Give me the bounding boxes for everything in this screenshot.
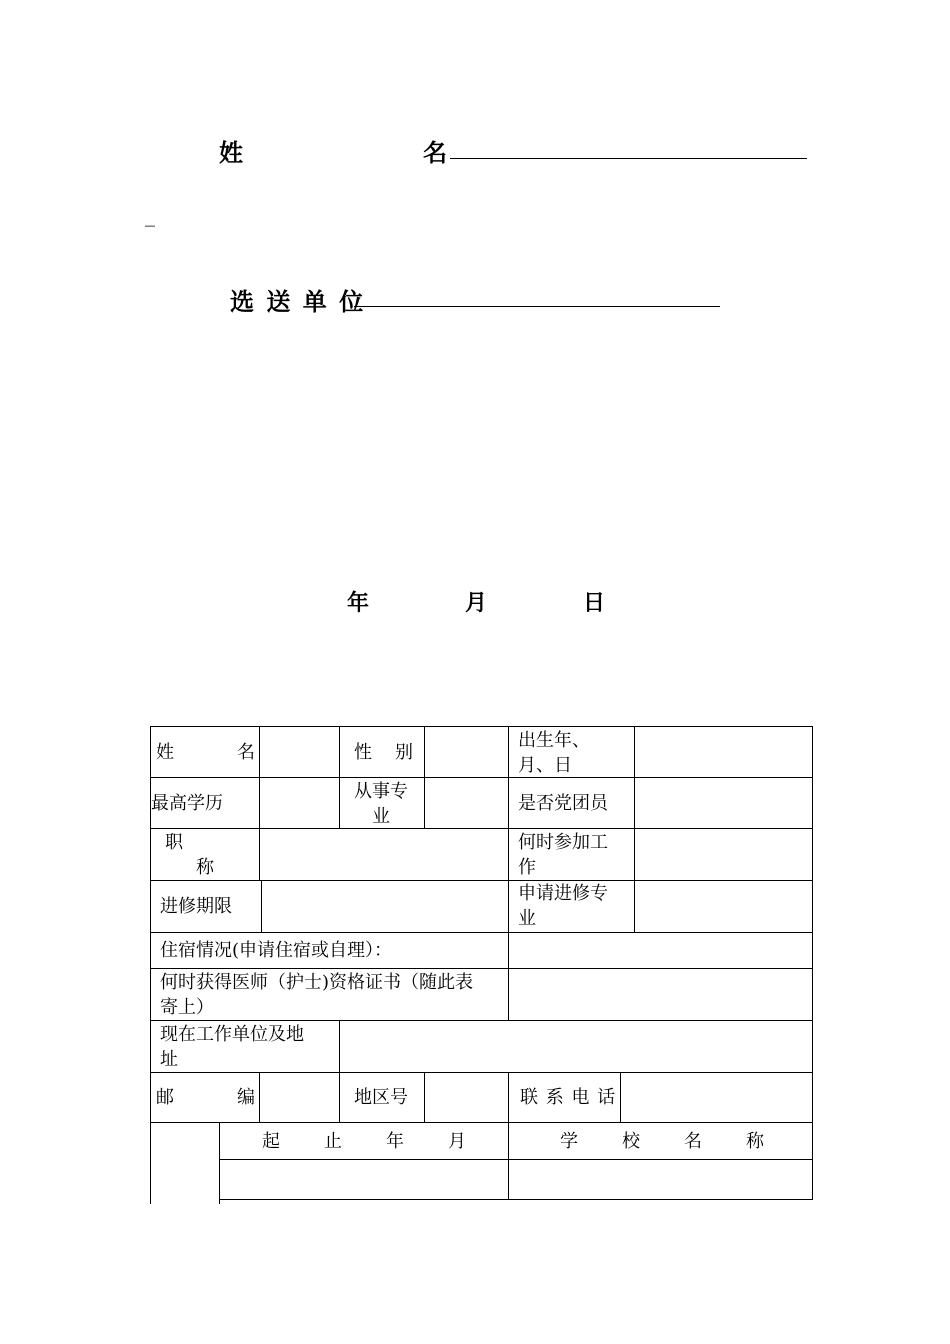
dates-header-c: 年	[386, 1131, 404, 1152]
table-line	[150, 968, 813, 969]
table-line	[259, 1072, 260, 1122]
table-line	[339, 1020, 340, 1072]
work-start-label-line2: 作	[518, 857, 536, 878]
apply-major-input[interactable]	[636, 882, 811, 931]
specialty-input[interactable]	[426, 779, 507, 827]
table-line	[219, 1159, 813, 1160]
table-line	[150, 1122, 813, 1123]
dates-header-d: 月	[448, 1131, 466, 1152]
table-line	[150, 777, 813, 778]
stray-dash: _	[145, 203, 155, 227]
education-label: 最高学历	[151, 793, 223, 814]
school-name-input[interactable]	[510, 1161, 811, 1198]
dates-input[interactable]	[221, 1161, 507, 1198]
date-year-label: 年	[347, 591, 370, 616]
table-line	[339, 1072, 340, 1122]
table-line	[508, 1072, 509, 1122]
apply-major-label-line2: 业	[518, 908, 536, 929]
school-header-c: 名	[684, 1131, 702, 1152]
table-line	[620, 1072, 621, 1122]
current-unit-label-line2: 址	[160, 1049, 178, 1070]
license-date-input[interactable]	[510, 970, 811, 1019]
dates-header-a: 起	[262, 1131, 280, 1152]
name-label-a: 姓	[156, 742, 174, 763]
phone-label: 联 系 电 话	[520, 1087, 617, 1108]
birth-date-input[interactable]	[636, 728, 811, 776]
table-line	[150, 932, 813, 933]
phone-input[interactable]	[622, 1074, 811, 1121]
specialty-label-line2: 业	[372, 806, 390, 827]
title-input[interactable]	[261, 830, 507, 879]
gender-input[interactable]	[426, 728, 507, 776]
name-input[interactable]	[261, 728, 338, 776]
table-line	[219, 1122, 220, 1204]
table-line	[150, 726, 813, 727]
table-line	[261, 880, 262, 932]
table-line	[339, 726, 340, 828]
table-line	[150, 880, 813, 881]
school-header-b: 校	[622, 1131, 640, 1152]
gender-label-a: 性	[354, 742, 372, 763]
table-line	[508, 1122, 509, 1199]
study-period-input[interactable]	[263, 882, 507, 931]
area-code-input[interactable]	[426, 1074, 507, 1121]
party-member-label: 是否党团员	[518, 793, 608, 814]
education-input[interactable]	[261, 779, 338, 827]
specialty-label-line1: 从事专	[354, 781, 408, 802]
unit-underline-field[interactable]	[354, 306, 720, 307]
table-line	[259, 726, 260, 880]
party-member-input[interactable]	[636, 779, 811, 827]
dates-header-b: 止	[324, 1131, 342, 1152]
name-label-b: 名	[237, 742, 255, 763]
birth-label-line2: 月、日	[518, 755, 572, 776]
title-label-line1: 职	[165, 832, 183, 853]
title-label-line2: 称	[196, 857, 214, 878]
gender-label-b: 别	[395, 742, 413, 763]
school-header-a: 学	[560, 1131, 578, 1152]
work-start-input[interactable]	[636, 830, 811, 879]
table-line	[150, 1072, 813, 1073]
school-header-d: 称	[746, 1131, 764, 1152]
table-line	[219, 1199, 813, 1200]
apply-major-label-line1: 申请进修专	[518, 883, 608, 904]
license-label-line2: 寄上）	[160, 997, 214, 1018]
table-line	[150, 1020, 813, 1021]
zip-label-b: 编	[237, 1087, 255, 1108]
license-label-line1: 何时获得医师（护士)资格证书（随此表	[160, 972, 474, 993]
work-start-label-line1: 何时参加工	[518, 832, 608, 853]
name-label-char-1: 姓	[219, 139, 243, 167]
lodging-label: 住宿情况(申请住宿或自理）：	[160, 940, 393, 961]
unit-label: 选 送 单 位	[230, 288, 366, 316]
area-code-label: 地区号	[354, 1087, 408, 1108]
name-underline-field[interactable]	[450, 158, 807, 159]
study-period-label: 进修期限	[160, 896, 232, 917]
table-line	[424, 1072, 425, 1122]
table-line	[424, 726, 425, 828]
date-month-label: 月	[465, 591, 488, 616]
current-unit-input[interactable]	[341, 1022, 811, 1071]
current-unit-label-line1: 现在工作单位及地	[160, 1024, 304, 1045]
table-line	[150, 828, 813, 829]
table-line	[508, 932, 509, 1020]
table-line	[508, 726, 509, 932]
lodging-input[interactable]	[510, 934, 811, 967]
zip-label-a: 邮	[156, 1087, 174, 1108]
birth-label-line1: 出生年、	[518, 730, 590, 751]
date-day-label: 日	[583, 591, 606, 616]
zip-input[interactable]	[261, 1074, 338, 1121]
name-label-char-2: 名	[423, 139, 447, 167]
table-line	[812, 726, 813, 1199]
table-line	[634, 726, 635, 932]
